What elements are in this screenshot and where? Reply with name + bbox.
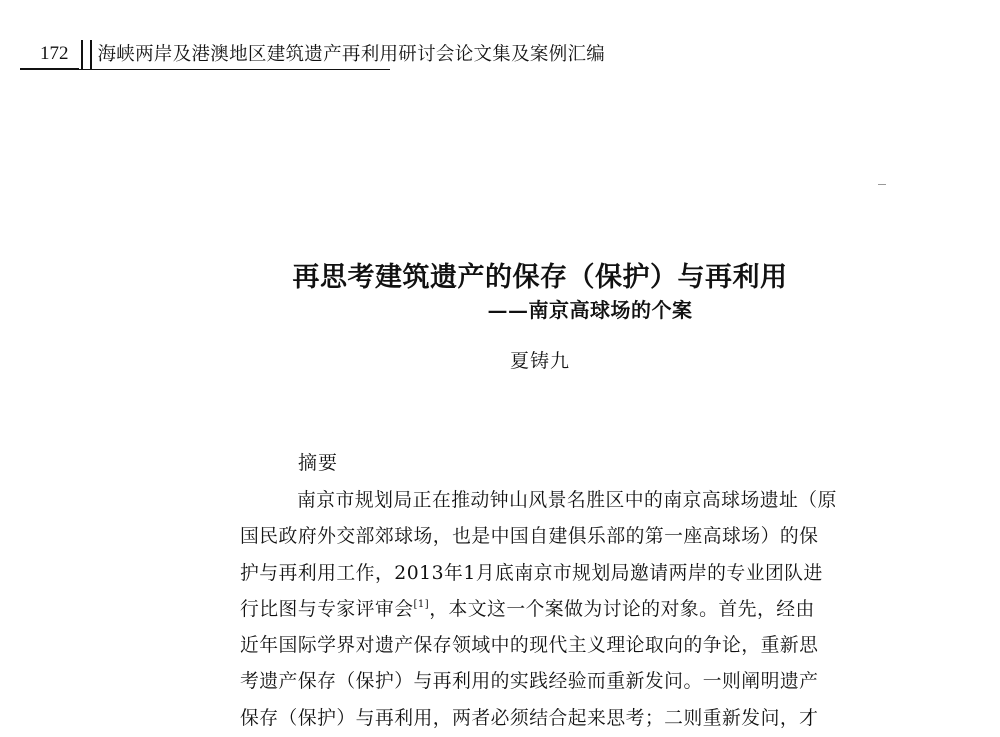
- article-title: 再思考建筑遗产的保存（保护）与再利用: [292, 262, 788, 293]
- author-name: 夏铸九: [509, 350, 570, 372]
- running-header: [20, 38, 740, 70]
- page-number: 172: [20, 43, 79, 70]
- header-rule: [20, 69, 390, 70]
- abstract-line-2: 国民政府外交部郊球场，也是中国自建俱乐部的第一座高球场）的保: [240, 526, 819, 548]
- abstract-line-1: 南京市规划局正在推动钟山风景名胜区中的南京高球场遗址（原: [297, 490, 837, 511]
- abstract-body: [240, 483, 900, 737]
- running-title: 海峡两岸及港澳地区建筑遗产再利用研讨会论文集及案例汇编: [97, 44, 606, 65]
- abstract-line-4-tail: ，本文这一个案做为讨论的对象。首先，经由: [429, 598, 815, 620]
- abstract-line-6: 考遗产保存（保护）与再利用的实践经验而重新发问。一则阐明遗产: [240, 671, 819, 693]
- scan-mark: [878, 184, 886, 185]
- abstract-line-4-head: 行比图与专家评审会: [240, 598, 414, 620]
- abstract-line-5: 近年国际学界对遗产保存领域中的现代主义理论取向的争论，重新思: [240, 635, 819, 657]
- header-divider: [81, 40, 92, 70]
- abstract-line-4: [240, 592, 900, 628]
- abstract-heading: 摘要: [298, 452, 339, 474]
- article-subtitle: ——南京高球场的个案: [487, 298, 693, 322]
- abstract-line-7: 保存（保护）与再利用，两者必须结合起来思考；二则重新发问，才: [240, 707, 819, 729]
- abstract-line-3: 护与再利用工作，2013年1月底南京市规划局邀请两岸的专业团队进: [240, 562, 823, 584]
- footnote-reference[interactable]: [1]: [413, 598, 430, 610]
